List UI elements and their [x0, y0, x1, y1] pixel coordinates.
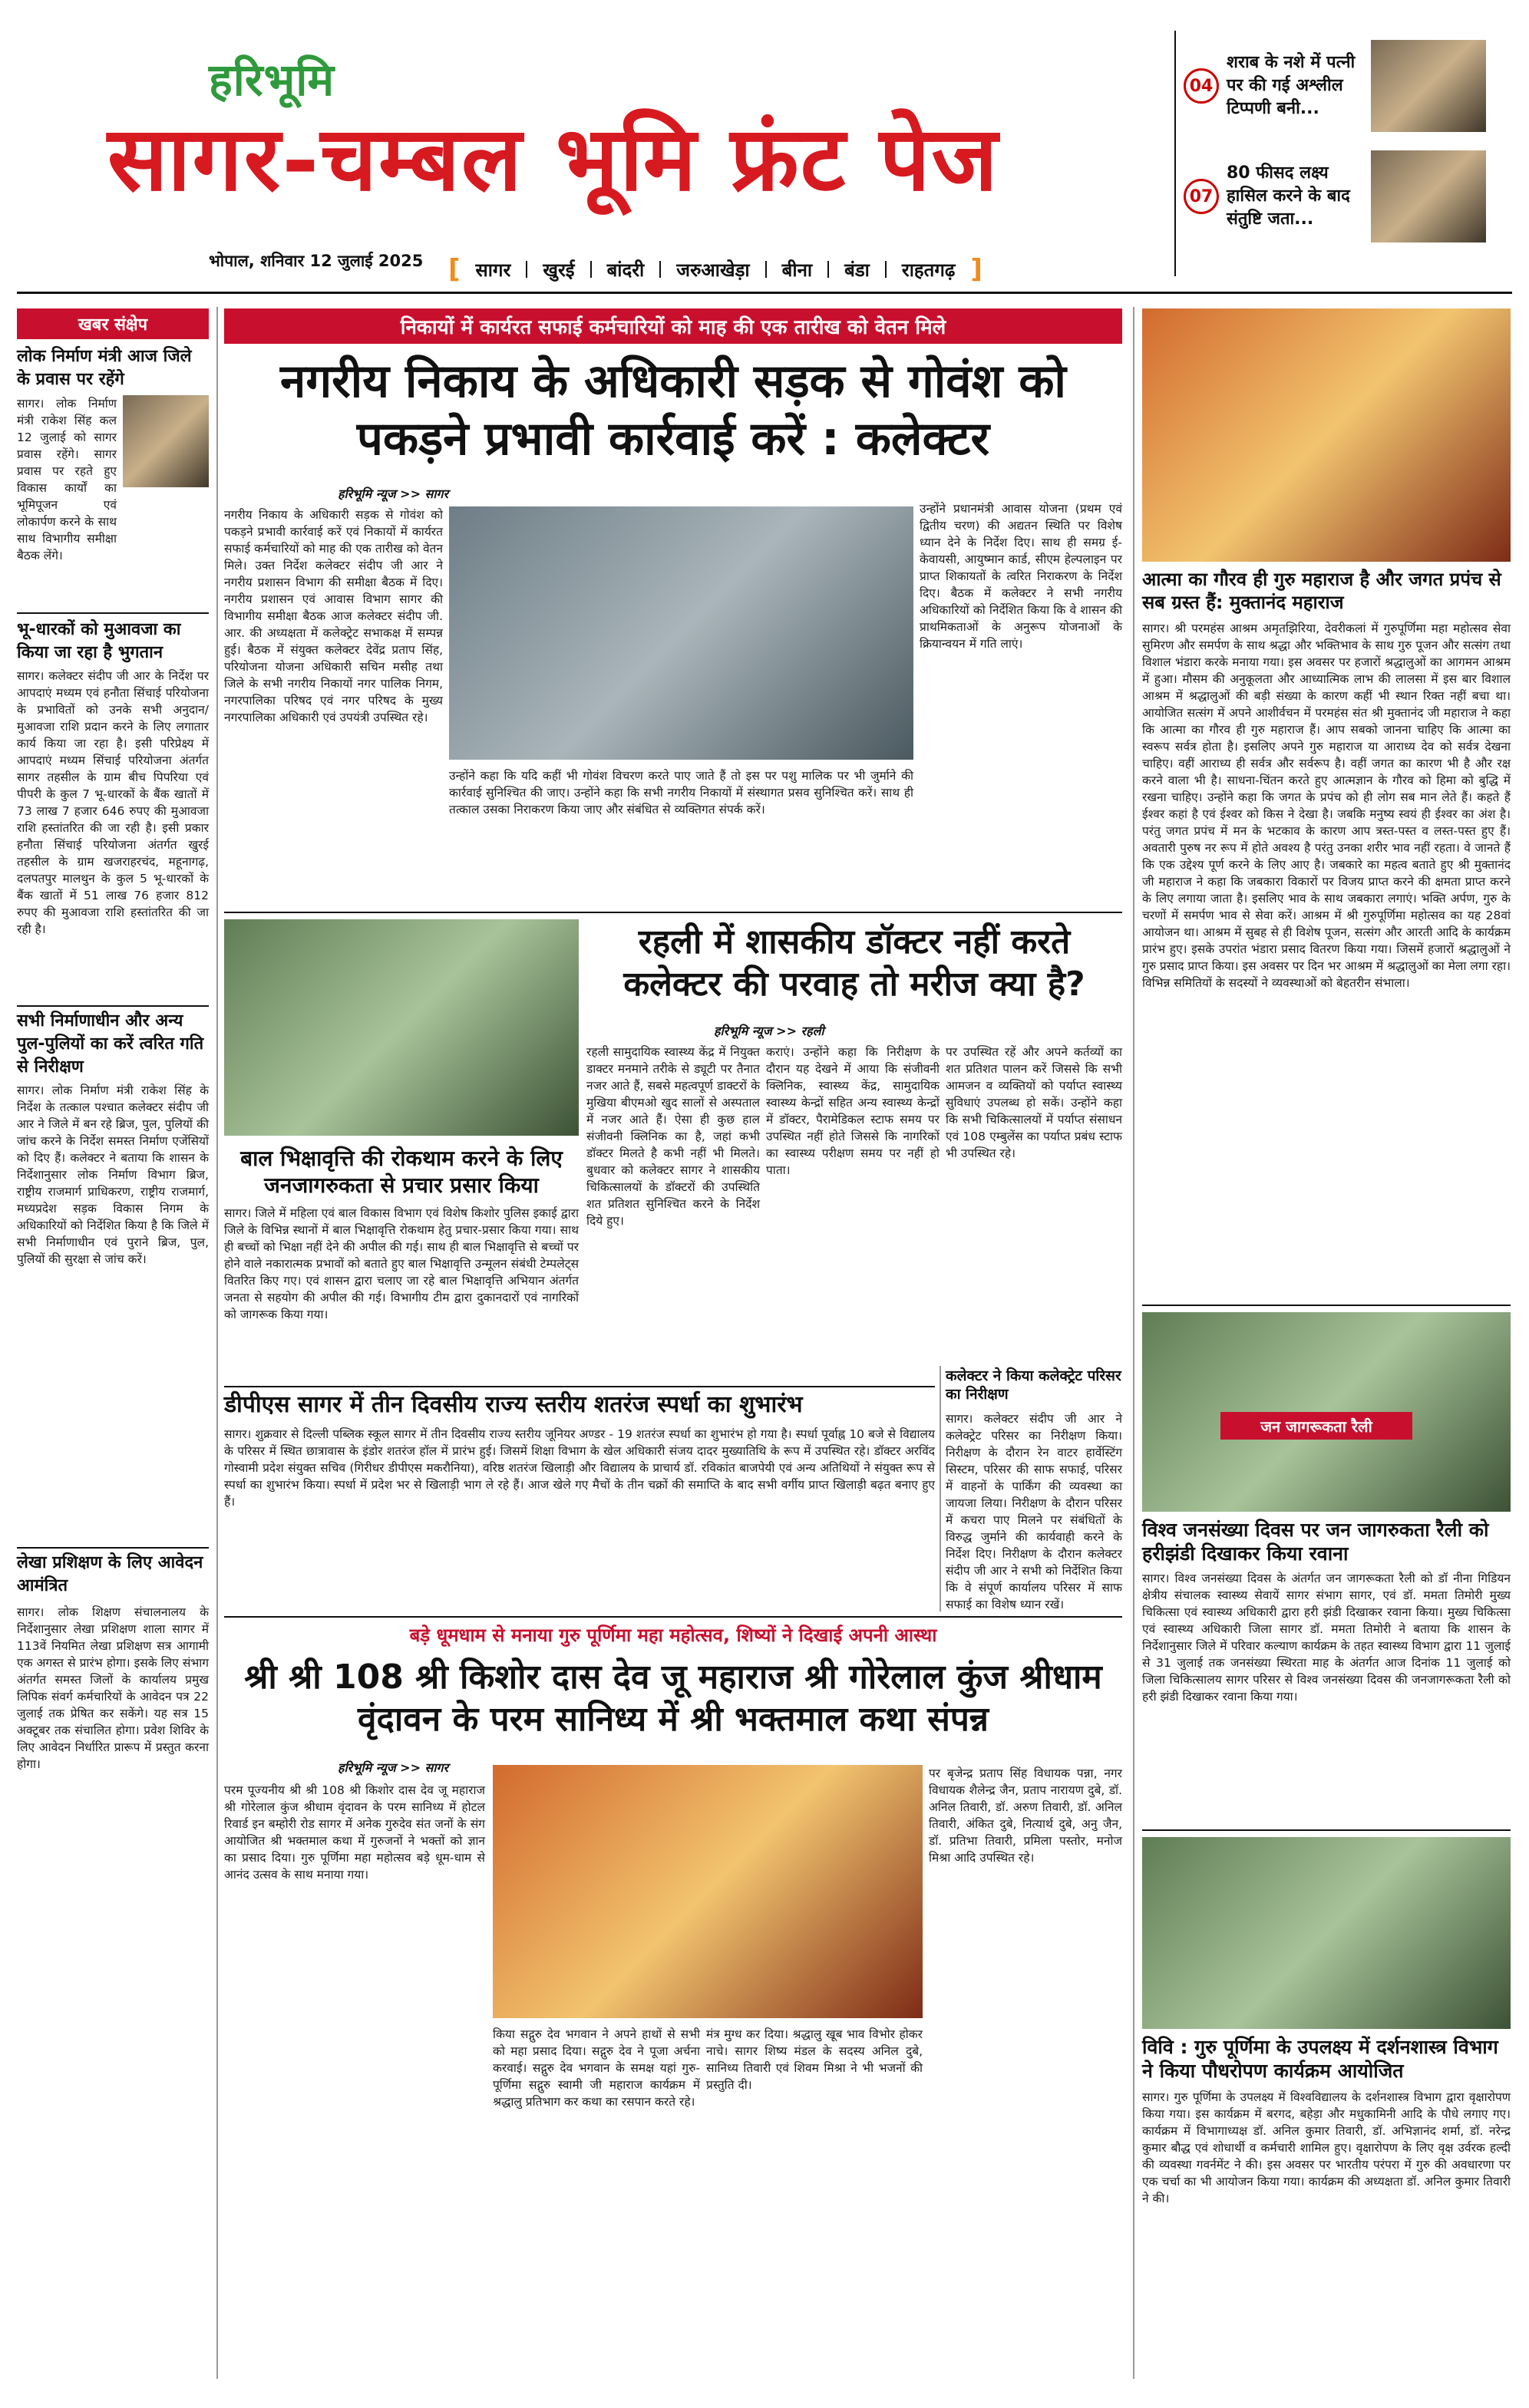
katha-body: मंत्र मुग्ध कर दिया। श्रद्धालु खूब भाव विभोर होकर नाचे। सागर शिष्य मंडल के सदस्य अनिल दुबे, सानिध्य तिवारी एवं शिवम मिश्रा ने भी भजनों की प्रस्तुति दी।: [706, 2027, 923, 2092]
beggary-body: सागर। जिले में महिला एवं बाल विकास विभाग एवं विशेष किशोर पुलिस इकाई द्वारा जिले के विभिन्न स्थानों में बाल भिक्षावृत्ति रोकथाम हेतु प्रचार-प्रसार किया गया। साथ ही बच्चों को भिक्षा नहीं देने की अपील की गई। साथ ही बाल भिक्षावृत्ति से बच्चों पर होने वाले नकारात्मक प्रभावों को बताते हुए बाल भिक्षावृत्ति उन्मूलन संबंधी टेम्पलेट्स वितरित किए गए। एवं शासन द्वारा चलाए जा रहे बाल भिक्षावृत्ति अभियान अंतर्गत जनता से सहयोग की अपील की गई। विभागीय टीम द्वारा दुकानदारों एवं नागरिकों को जागरूक किया गया।: [224, 1206, 579, 1321]
minister-photo: [123, 395, 209, 487]
plantation-photo: [1142, 1837, 1511, 2029]
city-link[interactable]: बांदरी: [606, 259, 645, 281]
lead-body: उन्होंने प्रधानमंत्री आवास योजना (प्रथम एवं द्वितीय चरण) की अद्यतन स्थिति पर विशेष ध्यान देने के निर्देश दिए। साथ ही समग्र ई-केवायसी, आयुष्मान कार्ड, सीएम हेल्पलाइन पर प्राप्त शिकायतों के त्वरित निराकरण के निर्देश दिए। बैठक में कलेक्टर ने सभी नगरीय अधिकारियों को निर्देशित किया कि वे शासन की प्राथमिकताओं के अनुरूप योजनाओं के क्रियान्वयन में गति लाएं।: [920, 502, 1122, 651]
divider: [17, 612, 209, 614]
katha-band: बड़े धूमधाम से मनाया गुरु पूर्णिमा महा महोत्सव, शिष्यों ने दिखाई अपनी आस्था: [409, 1625, 937, 1646]
divider: [590, 261, 592, 278]
teaser-text: शराब के नशे में पत्नी पर की गई अश्लील टिप्पणी बनी...: [1227, 53, 1356, 118]
rahli-body: पर उपस्थित रहें और अपने कर्तव्यों का शत प्रतिशत पालन करें जिससे कि सभी आमजन व व्यक्तियों को पर्याप्त स्वास्थ्य सुविधाएं उपलब्ध हो सकें। उन्होंने कहा कि सभी चिकित्सालयों में पर्याप्त संसाधन एवं 108 एम्बुलेंस का पर्याप्त प्रबंध स्टाफ भी उपस्थित रहे।: [946, 1045, 1122, 1160]
city-link[interactable]: बीना: [781, 259, 813, 281]
brief-headline: लोक निर्माण मंत्री आज जिले के प्रवास पर रहेंगे: [17, 347, 192, 389]
population-body: सागर। विश्व जनसंख्या दिवस के अंतर्गत जन जागरूकता रैली को डॉ नीना गिडियन क्षेत्रीय संचालक स्वास्थ्य सेवायें सागर संभाग सागर, एवं डॉ. ममता तिमोरी मुख्य चिकित्सा एवं स्वास्थ्य अधिकारी द्वारा हरी झंडी दिखाकर रवाना किया। मुख्य चिकित्सा एवं स्वास्थ्य अधिकारी जिला सागर डॉ. ममता तिमोरी ने बताया कि शासन के निर्देशानुसार जिले में परिवार कल्याण कार्यक्रम के तहत स्वास्थ्य विभाग द्वारा 11 जुलाई से 31 जुलाई तक जनसंख्या स्थिरता माह के अंतर्गत आज दिनांक 11 जुलाई को जिला चिकित्सालय सागर परिसर से विश्व जनसंख्या दिवस की जनजागरूकता रैली को हरी झंडी दिखाकर रवाना किया गया।: [1142, 1572, 1511, 1704]
awareness-photo: [224, 919, 579, 1136]
page-number: 04: [1184, 68, 1219, 104]
rahli-headline: रहली में शासकीय डॉक्टर नहीं करते कलेक्टर की परवाह तो मरीज क्या है?: [623, 922, 1085, 1004]
photo-caption: विवि : गुरु पूर्णिमा के उपलक्ष्य में दर्शनशास्त्र विभाग ने किया पौधरोपण कार्यक्रम आयोजित: [1142, 2036, 1498, 2083]
lead-body: उन्होंने कहा कि यदि कहीं भी गोवंश विचरण करते पाए जाते हैं तो इस पर पशु मालिक पर भी जुर्माने की कार्रवाई सुनिश्चित की जाए। उन्होंने कहा कि सभी नगरीय निकायों में संस्थागत प्रसव सुनिश्चित करें। साथ ही तत्काल उसका निराकरण किया जाए और संबंधित से व्यक्तिगत संपर्क करें।: [449, 769, 913, 816]
sidebar-label: खबर संक्षेप: [17, 308, 209, 339]
lead-headline: नगरीय निकाय के अधिकारी सड़क से गोवंश को पकड़ने प्रभावी कार्रवाई करें : कलेक्टर: [280, 355, 1066, 466]
city-link[interactable]: बंडा: [844, 259, 870, 281]
divider: [1142, 1305, 1511, 1306]
inspection-headline: कलेक्टर ने किया कलेक्ट्रेट परिसर का निरीक्षण: [946, 1367, 1121, 1403]
byline: हरिभूमि न्यूज >> सागर: [338, 487, 449, 501]
teaser-photo: [1371, 40, 1486, 132]
divider: [940, 1366, 941, 1611]
seminar-body: सागर। गुरु पूर्णिमा के उपलक्ष्य में विश्वविद्यालय के दर्शनशास्त्र विभाग द्वारा वृक्षारोपण किया गया। इस कार्यक्रम में बरगद, बहेड़ा और मधुकामिनी आदि के पौधे लगाए गए। कार्यक्रम में विभागाध्यक्ष डॉ. अनिल कुमार तिवारी, डॉ. अभिज्ञानंद शर्मा, डॉ. नरेन्द्र कुमार बौद्ध एवं शोधार्थी व कर्मचारी शामिल हुए। वृक्षारोपण के लिए वृक्ष उर्वरक हल्दी की व्यवस्था गवर्नमेंट ने की। इस अवसर पर भारतीय परंपरा में गुरु की अवधारणा पर एक चर्चा का भी आयोजन किया गया। कार्यक्रम की अध्यक्षता डॉ. अनिल कुमार तिवारी ने की।: [1142, 2090, 1511, 2205]
rally-banner: जन जागरूकता रैली: [1220, 1412, 1412, 1440]
photo-caption: आत्मा का गौरव ही गुरु महाराज है और जगत प्रपंच से सब ग्रस्त हैं: मुक्तानंद महाराज: [1142, 569, 1501, 613]
divider: [827, 261, 829, 278]
byline: हरिभूमि न्यूज >> रहली: [714, 1024, 824, 1038]
brief-body: सागर। लोक निर्माण मंत्री राकेश सिंह के निर्देश के तत्काल पश्चात कलेक्टर संदीप जी आर ने जिले में बन रहे ब्रिज, पुल, पुलियों की जांच करने के निर्देश समस्त निर्माण एजेंसियों को दिए हैं। कलेक्टर ने बताया कि शासन के निर्देशानुसार लोक निर्माण विभाग ब्रिज, राष्ट्रीय राजमार्ग प्राधिकरण, राष्ट्रीय राजमार्ग, मध्यप्रदेश सड़क विकास निगम के अधिकारियों को निर्देशित किया है कि जिले में सभी निर्माणाधीन एवं पुराने ब्रिज, पुल, पुलियों की सुरक्षा से जांच करें।: [17, 1084, 209, 1266]
katha-body: पर बृजेन्द्र प्रताप सिंह विधायक पन्ना, नगर विधायक शैलेन्द्र जैन, प्रताप नारायण दुबे, डॉ. अनिल तिवारी, डॉ. अरुण तिवारी, डॉ. अनिल तिवारी, अंकित दुबे, नित्यार्थ दुबे, अनु जैन, डॉ. प्रतिभा तिवारी, प्रमिला पस्तोर, मनोज मिश्रा आदि उपस्थित रहे।: [929, 1766, 1122, 1865]
city-link[interactable]: राहतगढ़: [901, 259, 956, 281]
guru-body: सागर। श्री परमहंस आश्रम अमृतझिरिया, देवरीकलां में गुरुपूर्णिमा महा महोत्सव सेवा सुमिरण और समर्पण के साथ श्रद्धा और भक्तिभाव के साथ गुरु पूजन और सत्संग तथा विशाल भंडारा करके मनाया गया। इस अवसर पर हजारों श्रद्धालुओं का आगमन आश्रम में हुआ। मौसम की अनुकूलता और आध्यात्मिक लाभ की लालसा में इस बार विशाल आश्रम में श्रद्धालुओं की बड़ी संख्या के कारण कहीं भी स्थान रिक्त नहीं बचा था। आयोजित सत्संग में अपने आशीर्वचन में परमहंस संत श्री मुक्तानंद जी महाराज ने कहा कि आत्मा का गौरव ही गुरु महाराज हैं। आप सबको जानना चाहिए कि आत्मा का स्वरूप सर्वत्र होता है। इसलिए अपने गुरु महाराज या आराध्य देव को सर्वत्र देखना चाहिए। वहीं आराध्य ही सर्वत्र और सर्वरूप है। वहीं जगत का कारण भी है और रक्ष करने वाला भी है। साधना-चिंतन करते हुए आत्मज्ञान के गौरव को हिमा को बुद्धि में रखना चाहिए। उन्होंने कहा कि जगत के प्रपंच को ही लोग सब मान लेते हैं। कहते हैं ईश्वर कहां है एवं ईश्वर को किस ने देखा है। जबकि मनुष्य स्वयं ही ईश्वर का अंश है। परंतु जगत प्रपंच में मन के भटकाव के कारण आप त्रस्त-पस्त व लस्त-पस्त हुए हैं। अवतारी पुरुष नर रूप में होते अवश्य है परंतु उनका शरीर भाव नहीं रहता। वे जानते हैं कि एक उद्देश्य पूर्ण करने के लिए आए है। जबकारे का महत्व बताते हुए श्री मुक्तानंद जी महाराज ने कहा कि जबकारा विकारों पर विजय प्राप्त करने की क्षमता प्राप्त करने के लिए लगाया जाता है। इसलिए भाव के साथ जबकारा लगाएं। भक्ति अर्पण, गुरु के चरणों में समर्पण भाव से सेवा करें। आश्रम में श्री गुरुपूर्णिमा महोत्सव का यह 28वां आयोजन था। आश्रम में सुबह से ही विशेष पूजन, सत्संग और आरती आदि के कार्यक्रम प्रारंभ हुए। इसके उपरांत भंडारा प्रसाद वितरण किया गया। जिसमें हजारों श्रद्धालुओं ने गुरु प्रसाद प्राप्त किया। इस अवसर पर दिन भर आश्रम में श्रद्धालुओं का मेला लगा रहा। विभिन्न समितियों के सदस्यों ने व्यवस्थाओं को बेहतरीन संभाला।: [1142, 622, 1511, 990]
dateline: भोपाल, शनिवार 12 जुलाई 2025: [209, 252, 424, 270]
divider: [216, 307, 218, 2379]
katha-headline: श्री श्री 108 श्री किशोर दास देव जू महाराज श्री गोरेलाल कुंज श्रीधाम वृंदावन के परम सानिध्य में श्री भक्तमाल कथा संपन्न: [244, 1658, 1102, 1739]
divider: [224, 1616, 1122, 1618]
lead-body: नगरीय निकाय के अधिकारी सड़क से गोवंश को पकड़ने प्रभावी कार्रवाई करें एवं निकायों में कार्यरत सफाई कर्मचारियों को माह की एक तारीख को वेतन मिले। उक्त निर्देश कलेक्टर संदीप जी आर ने नगरीय प्रशासन विभाग की समीक्षा बैठक में दिए। नगरीय प्रशासन एवं आवास विभाग सागर की विभागीय समीक्षा बैठक आज कलेक्टर संदीप जी. आर. की अध्यक्षता में कलेक्ट्रेट सभाकक्ष में सम्पन्न हुई। बैठक में संयुक्त कलेक्टर देवेंद्र प्रताप सिंह, परियोजना योजना अधिकारी सचिन मसीह तथा जिले के सभी नगरीय निकायों नगर पालिक निगम, नगरपालिका परिषद एवं नगर परिषद के मुख्य नगरपालिका अधिकारी एवं उपयंत्री उपस्थित रहे।: [224, 508, 443, 724]
rahli-body: रहली सामुदायिक स्वास्थ्य केंद्र में नियुक्त डाक्टर मनमाने तरीके से ड्यूटी पर तैनात नजर आते हैं, सबसे महत्वपूर्ण डाक्टरों के मुखिया बीएमओ खुद सालों से अस्पताल में नजर आते हैं। ऐसा ही कुछ हाल संजीवनी क्लिनिक का है, जहां कभी डॉक्टर मिलते है कभी नहीं भी मिलते। बुधवार को कलेक्टर सागर ने शासकीय चिकित्सालयों के डॉक्टरों की उपस्थिति शत प्रतिशत सुनिश्चित करने के निर्देश दिये हुए।: [586, 1045, 760, 1228]
divider: [1133, 307, 1134, 2379]
divider: [1174, 31, 1176, 276]
ashram-photo: [1142, 308, 1511, 562]
inspection-body: सागर। कलेक्टर संदीप जी आर ने कलेक्ट्रेट परिसर का निरीक्षण किया। निरीक्षण के दौरान रेन वाटर हार्वेस्टिंग सिस्टम, परिसर की साफ सफाई, परिसर में वाहनों के पार्किंग की व्यवस्था का जायजा लिया। निरीक्षण के दौरान परिसर में कचरा पाए मिलने पर संबंधितों के विरुद्ध जुर्माने की कार्यवाही करने के निर्देश दिए। निरीक्षण के दौरान कलेक्टर संदीप जी आर ने सभी को निर्देशित किया कि वे संपूर्ण कार्यालय परिसर में साफ सफाई का विशेष ध्यान रखें।: [946, 1412, 1122, 1611]
city-link[interactable]: सागर: [475, 259, 511, 281]
brief-headline: सभी निर्माणाधीन और अन्य पुल-पुलियों का करें त्वरित गति से निरीक्षण: [17, 1011, 204, 1077]
left-bracket: [: [448, 254, 461, 285]
brief-headline: लेखा प्रशिक्षण के लिए आवेदन आमंत्रित: [17, 1553, 203, 1595]
brief-headline: भू-धारकों को मुआवजा का किया जा रहा है भुगतान: [17, 620, 181, 662]
divider: [17, 1547, 209, 1549]
brief-body: सागर। लोक निर्माण मंत्री राकेश सिंह कल 12 जुलाई को सागर प्रवास रहेंगे। सागर प्रवास पर रहते हुए विकास कार्यों का भूमिपूजन एवं लोकार्पण करने के साथ साथ विभागीय समीक्षा बैठक लेंगे।: [17, 397, 117, 562]
divider: [17, 1005, 209, 1007]
city-nav: [448, 250, 1139, 289]
teaser-photo: [1371, 150, 1486, 242]
chess-headline: डीपीएस सागर में तीन दिवसीय राज्य स्तरीय शतरंज स्पर्धा का शुभारंभ: [224, 1391, 803, 1418]
teaser-text: 80 फीसद लक्ष्य हासिल करने के बाद संतुष्टि जता...: [1227, 163, 1350, 229]
divider: [224, 912, 1122, 913]
byline: हरिभूमि न्यूज >> सागर: [338, 1760, 449, 1775]
page-title: सागर-चम्बल भूमि फ्रंट पेज: [107, 107, 999, 211]
divider: [526, 261, 527, 278]
beggary-headline: बाल भिक्षावृत्ति की रोकथाम करने के लिए जनजागरुकता से प्रचार प्रसार किया: [240, 1146, 563, 1198]
katha-body: किया सद्गुरु देव भगवान ने अपने हाथों से सभी को महा प्रसाद दिया। सद्गुरु देव ने पूजा अर्चना करवाई। सद्गुरु देव भगवान के समक्ष यहां गुरु-पूर्णिमा सद्गुरु स्वामी जी महाराज कार्यक्रम में श्रद्धालु प्रतिभाग कर कथा का रसपान करते रहे।: [493, 2027, 700, 2109]
brief-body: सागर। लोक शिक्षण संचालनालय के निर्देशानुसार लेखा प्रशिक्षण शाला सागर में 113वें नियमित लेखा प्रशिक्षण सत्र आगामी एक अगस्त से प्रारंभ होगा। इसके लिए संभाग अंतर्गत समस्त जिलों के कार्यालय प्रमुख लिपिक संवर्ग कर्मचारियों के आवेदन पत्र 22 जुलाई तक प्रेषित कर सकेंगे। यह सत्र 15 अक्टूबर तक संचालित होगा। प्रवेश शिविर के लिए आवेदन निर्धारित प्रारूप में प्रस्तुत करना होगा।: [17, 1605, 209, 1771]
city-link[interactable]: जरुआखेड़ा: [676, 259, 750, 281]
page-number: 07: [1184, 179, 1219, 214]
divider: [17, 292, 1512, 294]
brief-body: सागर। कलेक्टर संदीप जी आर के निर्देश पर आपदाएं मध्यम एवं हनौता सिंचाई परियोजना के प्रभावितों को उनके सभी अनुदान/मुआवजा राशि प्रदान करने के लिए लगातार कार्य किया जा रहा है। इसी परिप्रेक्ष्य में आपदाएं मध्यम सिंचाई परियोजना अंतर्गत सागर तहसील के ग्राम बीच पिपरिया एवं पीपरी के कुल 7 भू-धारकों के बैंक खातों में 73 लाख 7 हजार 646 रुपए की मुआवजा राशि हस्तांतरित की जा रही है। इसी प्रकार हनौता सिंचाई परियोजना अंतर्गत खुरई तहसील के ग्राम खजराहरचंद, महूनागढ़, दलपतपुर मालथुन के कुल 5 भू-धारकों के बैंक खातों में 51 लाख 76 हजार 812 रुपए की मुआवजा राशि हस्तांतरित की जा रही है।: [17, 669, 209, 936]
teaser[interactable]: [1184, 40, 1506, 132]
right-bracket: ]: [970, 254, 982, 285]
chess-body: सागर। शुक्रवार से दिल्ली पब्लिक स्कूल सागर में तीन दिवसीय राज्य स्तरीय जूनियर अण्डर - 19 शतरंज स्पर्धा का शुभारंभ हो गया है। स्पर्धा पूर्वाह्न 10 बजे से विद्यालय के परिसर में स्थित छात्रावास के इंडोर शतरंज हॉल में प्रारंभ हुई। जिसमें शिक्षा विभाग के खेल अधिकारी संजय दादर मुख्यातिथि के रूप में उपस्थित रहे। डॉक्टर अरविंद गोस्वामी प्रदेश संयुक्त सचिव (गिरीधर डीपीएस मकरौनिया), वरिष्ठ शतरंज खिलाड़ी और विद्यालय के प्राचार्य डॉ. रविकांत बाजपेयी एवं अन्य अतिथियों ने संयुक्त रूप से स्पर्धा का शुभारंभ किया। स्पर्धा में प्रदेश भर से खिलाड़ी भाग ले रहे हैं। आज खेले गए मैचों के तीन चक्रों की समाप्ति के बाद सभी वर्गीय प्राप्त खिलाड़ी बढ़त बनाए हुए हैं।: [224, 1427, 935, 1509]
katha-photo: [493, 1765, 923, 2018]
divider: [885, 261, 887, 278]
divider: [1142, 1829, 1511, 1831]
katha-body: परम पूज्यनीय श्री श्री 108 श्री किशोर दास देव जू महाराज श्री गोरेलाल कुंज श्रीधाम वृंदावन के परम सानिध्य में होटल रिवार्ड इन बम्होरी रोड सागर में अनेक गुरुदेव संत जनों के संग आयोजित श्री भक्तमाल कथा में गुरुजनों ने भक्तों को ज्ञान का प्रसाद दिया। गुरु पूर्णिमा महा महोत्सव बड़े धूम-धाम से आनंद उत्सव के साथ मनाया गया।: [224, 1783, 485, 1882]
divider: [224, 1386, 935, 1387]
city-link[interactable]: खुरई: [543, 259, 575, 281]
teaser[interactable]: [1184, 150, 1506, 242]
divider: [659, 261, 661, 278]
divider: [765, 261, 767, 278]
newspaper-logo: हरिभूमि: [209, 54, 335, 106]
lead-band: निकायों में कार्यरत सफाई कर्मचारियों को माह की एक तारीख को वेतन मिले: [224, 308, 1122, 344]
rahli-body: कराएं। उन्होंने कहा कि निरीक्षण के दौरान यह देखने में आया कि संजीवनी क्लिनिक, स्वास्थ्य केंद्र, सामुदायिक स्वास्थ्य केन्द्रों सहित अन्य स्वास्थ्य केन्द्रों में डॉक्टर, पैरामेडिकल स्टाफ समय पर उपस्थित नहीं होते जिससे कि नागरिकों का स्वास्थ्य परीक्षण समय पर नहीं हो पाता।: [766, 1045, 940, 1177]
meeting-photo: [449, 506, 913, 760]
photo-caption: विश्व जनसंख्या दिवस पर जन जागरुकता रैली को हरीझंडी दिखाकर किया रवाना: [1142, 1519, 1489, 1565]
